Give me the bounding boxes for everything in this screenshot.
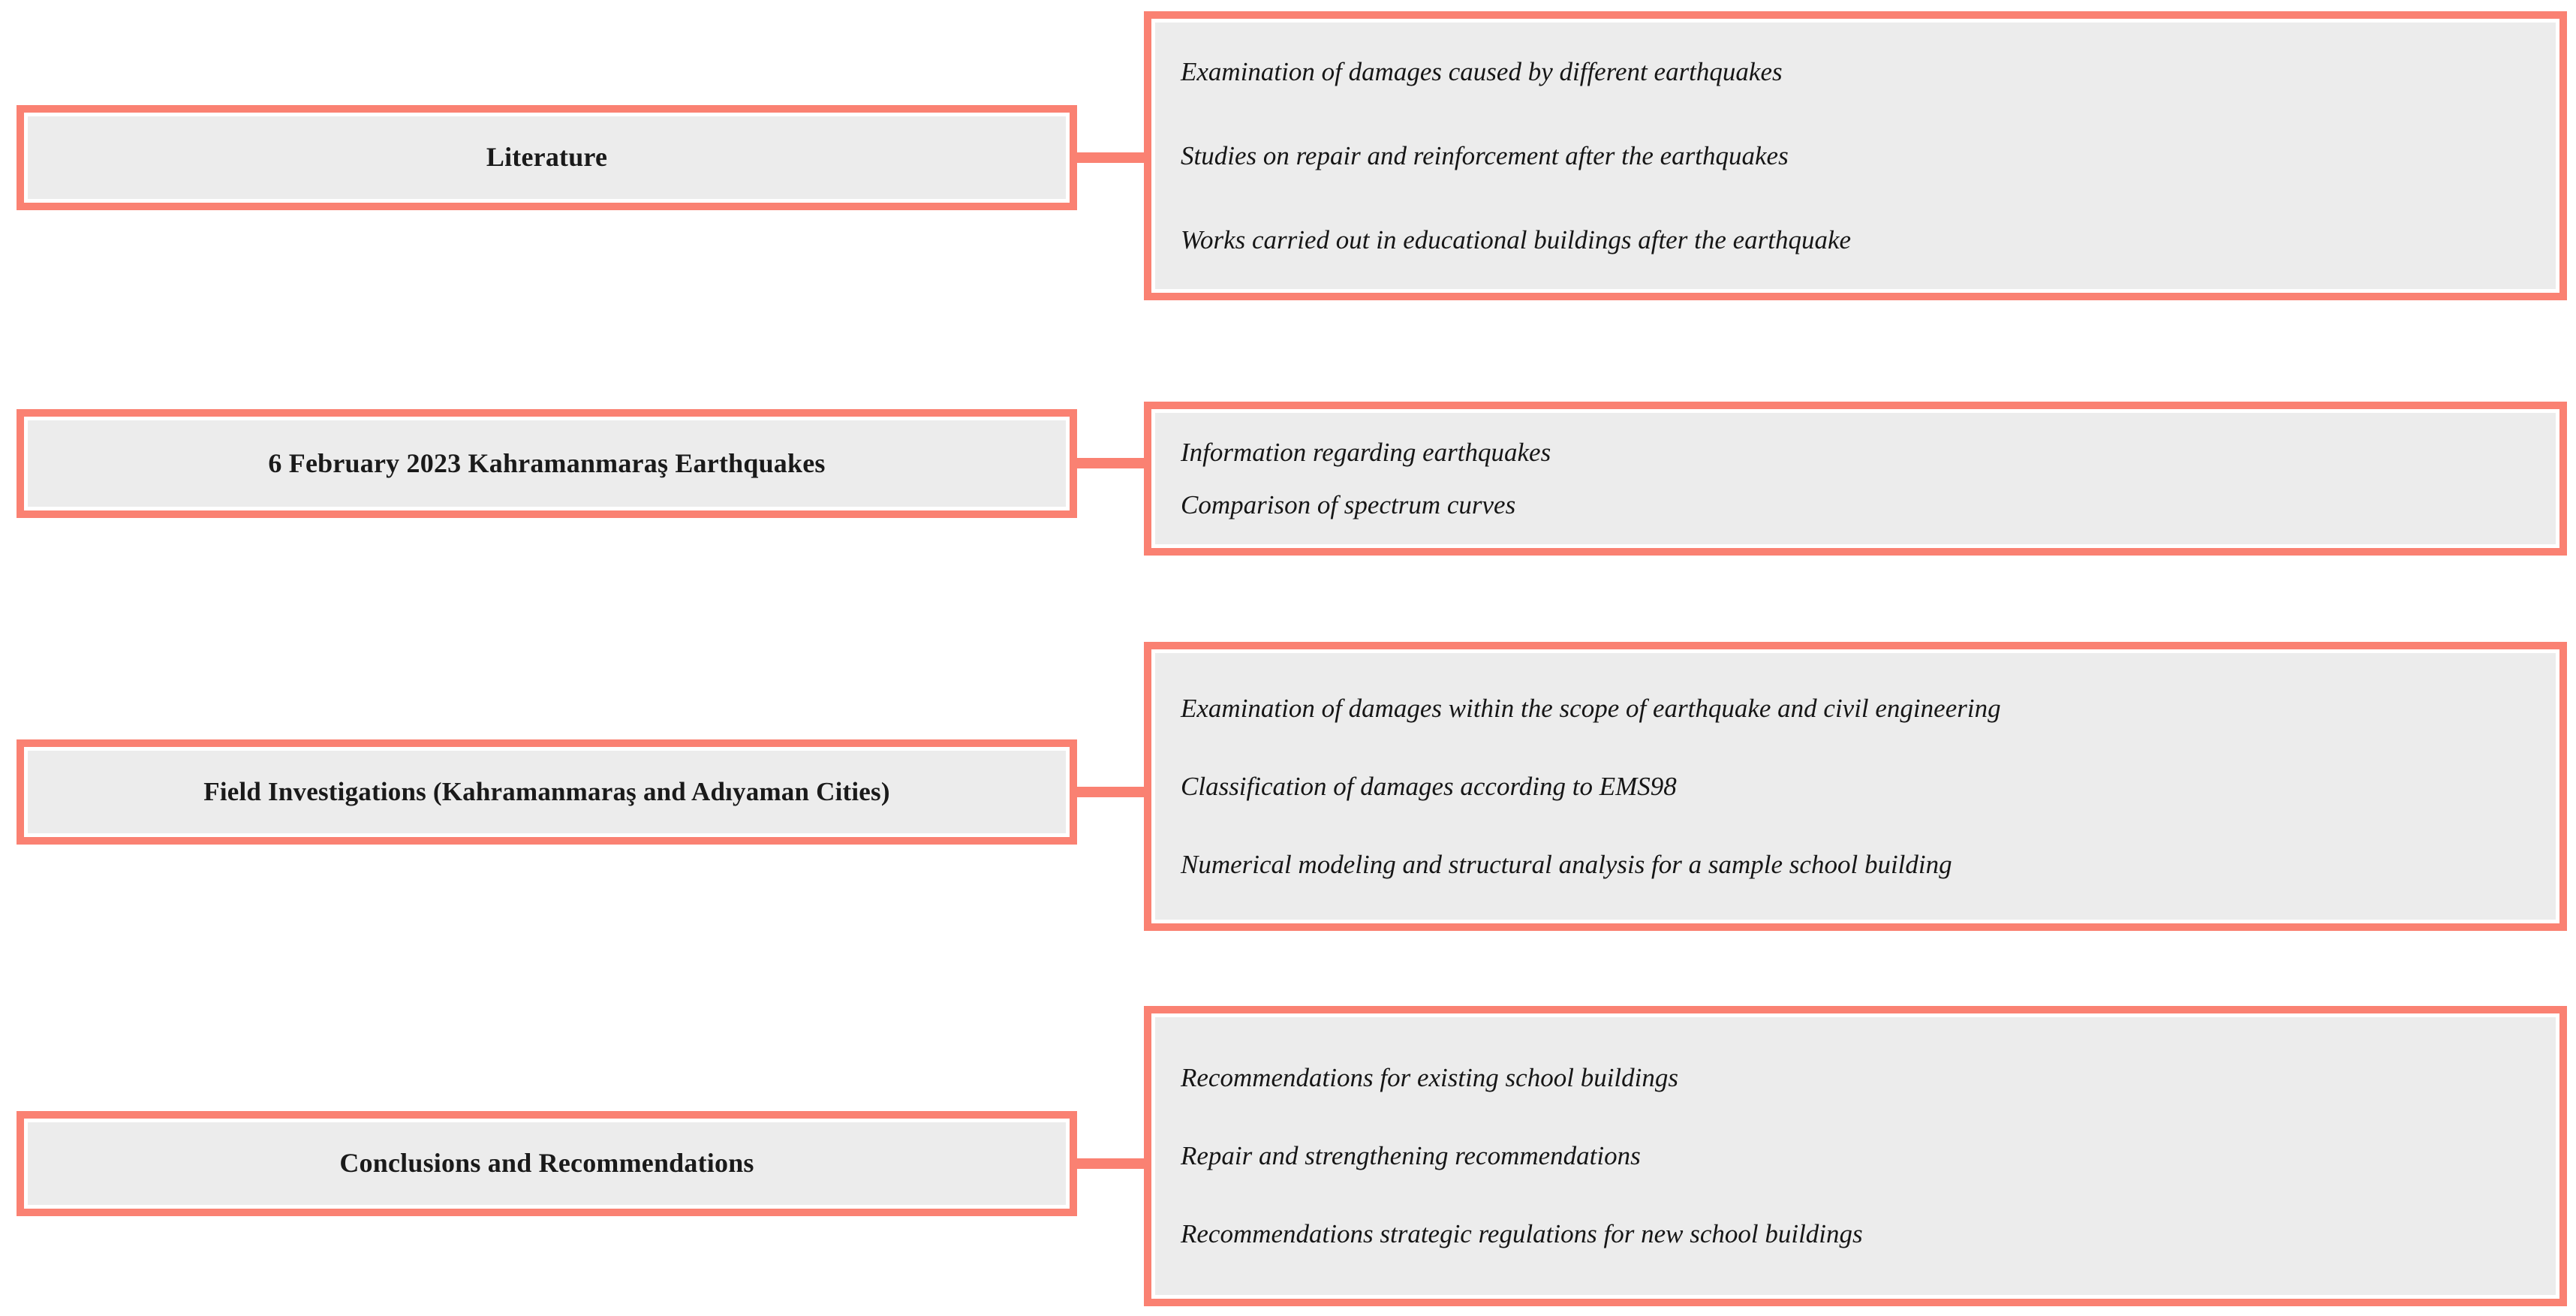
connector-literature [1070, 152, 1151, 163]
content-box-inner [1155, 1017, 2556, 1295]
stage-label-conclusions: Conclusions and Recommendations [339, 1148, 754, 1179]
content-box-conclusions[interactable] [1144, 1006, 2567, 1306]
list-item: Numerical modeling and structural analysis for a sample school building [1181, 849, 1952, 879]
stage-box-inner [28, 751, 1066, 833]
list-item: Studies on repair and reinforcement after the earthquakes [1181, 140, 1789, 170]
content-box-inner [1155, 23, 2556, 289]
stage-box-earthquakes[interactable] [17, 409, 1077, 518]
connector-earthquakes [1070, 458, 1151, 468]
content-box-field-investigations[interactable] [1144, 642, 2567, 931]
stage-box-conclusions[interactable] [17, 1111, 1077, 1216]
content-list-field-investigations [1181, 693, 2530, 881]
list-item: Classification of damages according to EMS98 [1181, 771, 1677, 801]
list-item: Recommendations for existing school buildings [1181, 1063, 1678, 1092]
stage-label-earthquakes: 6 February 2023 Kahramanmaraş Earthquakes [268, 447, 826, 478]
list-item: Comparison of spectrum curves [1181, 489, 1516, 519]
stage-box-field-investigations[interactable] [17, 739, 1077, 845]
stage-box-literature[interactable] [17, 105, 1077, 210]
content-list-earthquakes [1181, 437, 2530, 521]
list-item: Repair and strengthening recommendations [1181, 1141, 1641, 1170]
connector-conclusions [1070, 1158, 1151, 1169]
content-box-earthquakes[interactable] [1144, 402, 2567, 556]
content-box-inner [1155, 413, 2556, 544]
content-box-inner [1155, 653, 2556, 920]
stage-box-inner [28, 116, 1066, 199]
stage-box-inner [28, 420, 1066, 507]
stage-label-literature: Literature [486, 142, 608, 173]
list-item: Examination of damages caused by different earthquakes [1181, 56, 1783, 86]
connector-field-investigations [1070, 787, 1151, 797]
list-item: Information regarding earthquakes [1181, 437, 1551, 467]
list-item: Recommendations strategic regulations for new school buildings [1181, 1219, 1863, 1248]
content-list-conclusions [1181, 1062, 2530, 1250]
stage-box-inner [28, 1122, 1066, 1205]
content-box-literature[interactable] [1144, 11, 2567, 300]
content-list-literature [1181, 56, 2530, 256]
list-item: Works carried out in educational buildings after the earthquake [1181, 224, 1852, 254]
list-item: Examination of damages within the scope of earthquake and civil engineering [1181, 693, 2001, 723]
stage-label-field-investigations: Field Investigations (Kahramanmaraş and Adıyaman Cities) [203, 776, 890, 806]
